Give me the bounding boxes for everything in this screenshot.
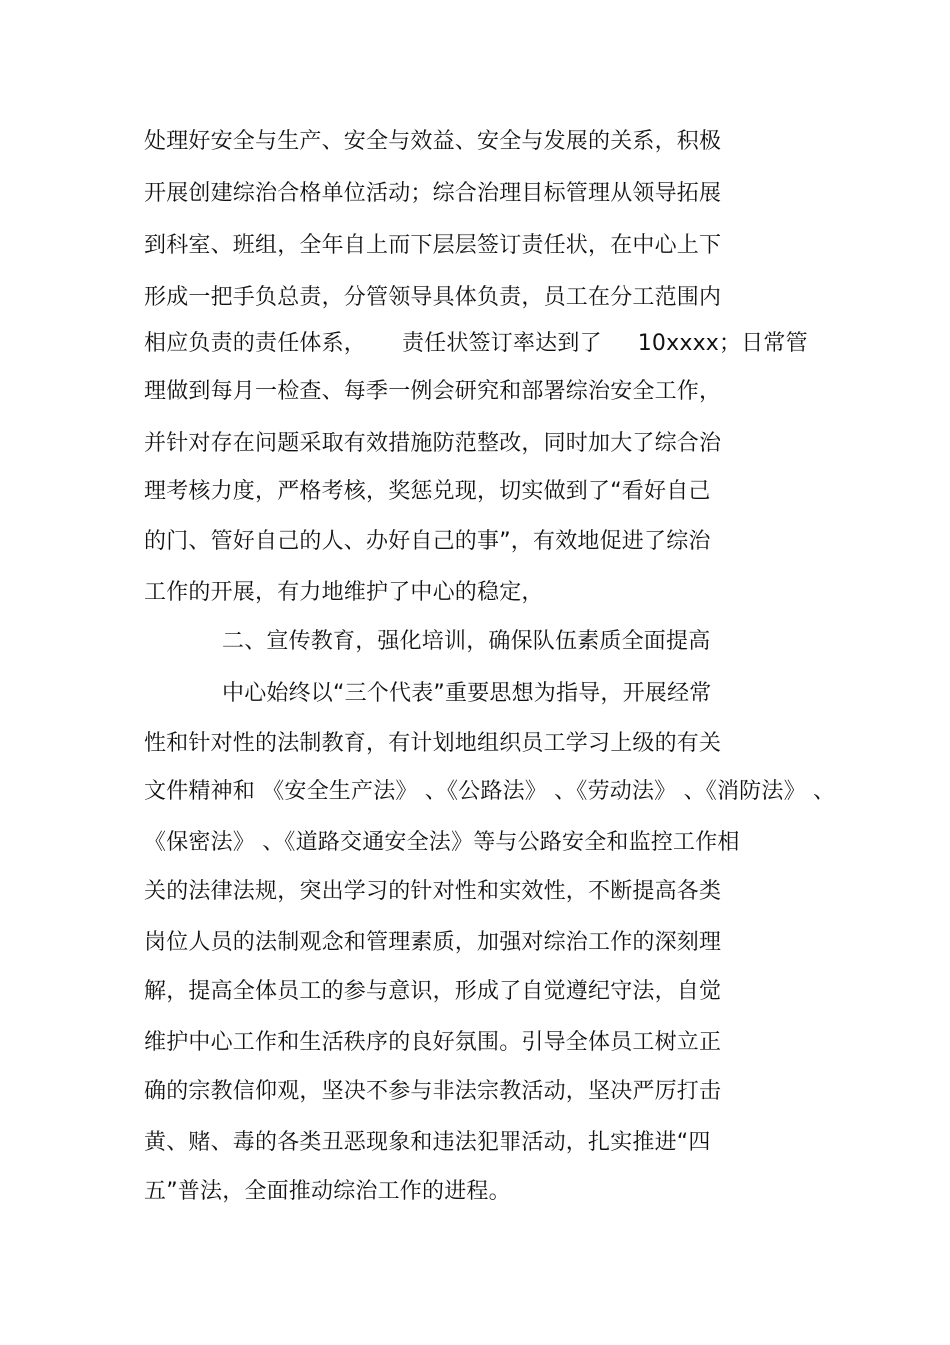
paragraph-line: 工作的开展，有力地维护了中心的稳定， (144, 580, 544, 605)
paragraph-line: 到科室、班组，全年自上而下层层签订责任状，在中心上下 (144, 233, 722, 258)
paragraph-line: 岗位人员的法制观念和管理素质，加强对综治工作的深刻理 (144, 930, 722, 955)
paragraph-line: 维护中心工作和生活秩序的良好氛围。引导全体员工树立正 (144, 1030, 722, 1055)
paragraph-line: 文件精神和 《安全生产法》 、《公路法》 、《劳动法》 、《消防法》 、 (144, 779, 836, 804)
paragraph-line: 性和针对性的法制教育，有计划地组织员工学习上级的有关 (144, 731, 722, 756)
paragraph-line: 中心始终以“三个代表”重要思想为指导，开展经常 (222, 681, 712, 706)
paragraph-line: 《保密法》 、《道路交通安全法》等与公路安全和监控工作相 (144, 830, 740, 855)
paragraph-line: 处理好安全与生产、安全与效益、安全与发展的关系，积极 (144, 129, 722, 154)
paragraph-line: 开展创建综治合格单位活动；综合治理目标管理从领导拓展 (144, 181, 722, 206)
paragraph-line: 关的法律法规，突出学习的针对性和实效性，不断提高各类 (144, 879, 722, 904)
paragraph-line: 理做到每月一检查、每季一例会研究和部署综治安全工作， (144, 379, 722, 404)
section-heading: 二、宣传教育，强化培训，确保队伍素质全面提高 (222, 629, 711, 654)
paragraph-line: 相应负责的责任体系， 责任状签订率达到了 10xxxx；日常管 (144, 331, 808, 356)
paragraph-line: 黄、赌、毒的各类丑恶现象和违法犯罪活动，扎实推进“四 (144, 1130, 711, 1155)
paragraph-line: 形成一把手负总责，分管领导具体负责，员工在分工范围内 (144, 285, 722, 310)
paragraph-line: 的门、管好自己的人、办好自己的事”，有效地促进了综治 (144, 529, 711, 554)
paragraph-line: 确的宗教信仰观，坚决不参与非法宗教活动，坚决严厉打击 (144, 1079, 722, 1104)
paragraph-line: 解，提高全体员工的参与意识，形成了自觉遵纪守法，自觉 (144, 979, 722, 1004)
paragraph-line: 并针对存在问题采取有效措施防范整改，同时加大了综合治 (144, 431, 722, 456)
paragraph-line: 五”普法，全面推动综治工作的进程。 (144, 1179, 511, 1204)
paragraph-line: 理考核力度，严格考核，奖惩兑现，切实做到了“看好自己 (144, 479, 711, 504)
